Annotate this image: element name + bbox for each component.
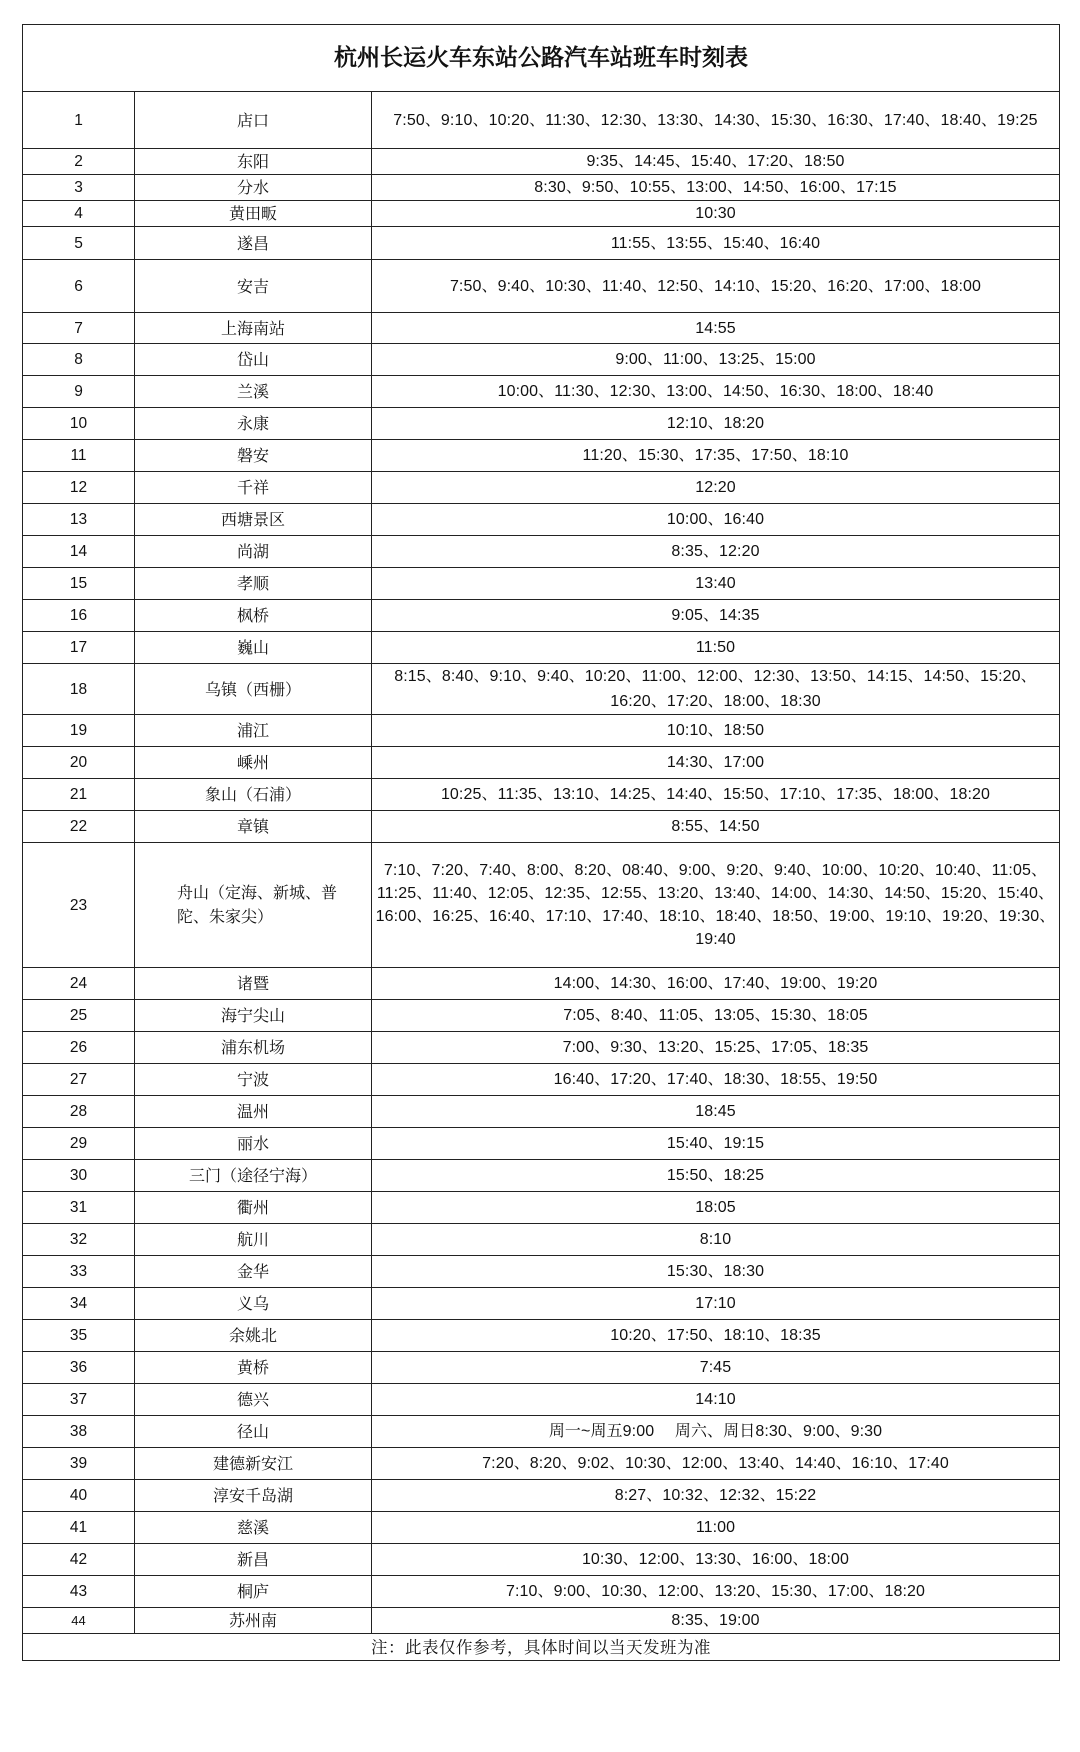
destination-cell: 建德新安江 <box>135 1448 372 1480</box>
departure-times-cell: 18:45 <box>372 1096 1060 1128</box>
row-number: 24 <box>23 968 135 1000</box>
table-row <box>23 175 1060 201</box>
row-number: 17 <box>23 632 135 664</box>
row-number: 12 <box>23 472 135 504</box>
row-number: 2 <box>23 149 135 175</box>
destination-cell: 丽水 <box>135 1128 372 1160</box>
table-row <box>23 747 1060 779</box>
table-row <box>23 1128 1060 1160</box>
row-number: 11 <box>23 440 135 472</box>
destination-cell: 浦东机场 <box>135 1032 372 1064</box>
destination-cell: 店口 <box>135 92 372 149</box>
destination-cell: 余姚北 <box>135 1320 372 1352</box>
departure-times-cell: 10:10、18:50 <box>372 715 1060 747</box>
destination-cell: 兰溪 <box>135 376 372 408</box>
departure-times-cell: 周一~周五9:00 周六、周日8:30、9:00、9:30 <box>372 1416 1060 1448</box>
footnote: 注：此表仅作参考，具体时间以当天发班为准 <box>23 1634 1060 1661</box>
table-row <box>23 1160 1060 1192</box>
table-row <box>23 472 1060 504</box>
row-number: 26 <box>23 1032 135 1064</box>
destination-cell: 浦江 <box>135 715 372 747</box>
destination-cell: 东阳 <box>135 149 372 175</box>
row-number: 19 <box>23 715 135 747</box>
departure-times-cell: 16:40、17:20、17:40、18:30、18:55、19:50 <box>372 1064 1060 1096</box>
departure-times-cell: 14:30、17:00 <box>372 747 1060 779</box>
departure-times-cell: 7:50、9:10、10:20、11:30、12:30、13:30、14:30、15:30、16:30、17:40、18:40、19:25 <box>372 92 1060 149</box>
destination-cell: 岱山 <box>135 344 372 376</box>
departure-times-cell: 7:10、7:20、7:40、8:00、8:20、08:40、9:00、9:20、9:40、10:00、10:20、10:40、11:05、11:25、11:40、12:05、12:35、12:55、13:20、13:40、14:00、14:30、14:50、15:20、15:40、16:00、16:25、16:40、17:10、17:40、18:10、18:40、18:50、19:00、19:10、19:20、19:30、19:40 <box>372 843 1060 968</box>
table-row <box>23 1480 1060 1512</box>
table-row <box>23 1064 1060 1096</box>
row-number: 3 <box>23 175 135 201</box>
timetable <box>22 24 1060 1661</box>
destination-cell: 乌镇（西栅） <box>135 664 372 715</box>
row-number: 44 <box>23 1608 135 1634</box>
row-number: 42 <box>23 1544 135 1576</box>
destination-cell: 尚湖 <box>135 536 372 568</box>
destination-cell: 金华 <box>135 1256 372 1288</box>
destination-cell: 径山 <box>135 1416 372 1448</box>
destination-cell <box>135 843 372 968</box>
table-row <box>23 1608 1060 1634</box>
table-row <box>23 344 1060 376</box>
row-number: 28 <box>23 1096 135 1128</box>
destination-cell: 象山（石浦） <box>135 779 372 811</box>
departure-times-cell: 11:20、15:30、17:35、17:50、18:10 <box>372 440 1060 472</box>
row-number: 39 <box>23 1448 135 1480</box>
destination-cell: 桐庐 <box>135 1576 372 1608</box>
destination-cell: 苏州南 <box>135 1608 372 1634</box>
destination-cell: 德兴 <box>135 1384 372 1416</box>
destination-cell: 海宁尖山 <box>135 1000 372 1032</box>
row-number: 33 <box>23 1256 135 1288</box>
destination-cell: 千祥 <box>135 472 372 504</box>
row-number: 29 <box>23 1128 135 1160</box>
page-title: 杭州长运火车东站公路汽车站班车时刻表 <box>23 25 1060 92</box>
table-row <box>23 1288 1060 1320</box>
departure-times-cell: 12:20 <box>372 472 1060 504</box>
row-number: 37 <box>23 1384 135 1416</box>
departure-times-cell: 8:55、14:50 <box>372 811 1060 843</box>
row-number: 18 <box>23 664 135 715</box>
table-row <box>23 201 1060 227</box>
departure-times-cell: 7:00、9:30、13:20、15:25、17:05、18:35 <box>372 1032 1060 1064</box>
departure-times-cell: 11:00 <box>372 1512 1060 1544</box>
departure-times-cell: 15:30、18:30 <box>372 1256 1060 1288</box>
departure-times-cell: 17:10 <box>372 1288 1060 1320</box>
departure-times-cell: 10:30、12:00、13:30、16:00、18:00 <box>372 1544 1060 1576</box>
departure-times-cell: 15:40、19:15 <box>372 1128 1060 1160</box>
row-number: 35 <box>23 1320 135 1352</box>
destination-cell: 航川 <box>135 1224 372 1256</box>
table-row <box>23 811 1060 843</box>
table-row <box>23 1352 1060 1384</box>
table-row <box>23 313 1060 344</box>
table-row <box>23 536 1060 568</box>
row-number: 34 <box>23 1288 135 1320</box>
destination-cell: 孝顺 <box>135 568 372 600</box>
destination-cell: 诸暨 <box>135 968 372 1000</box>
table-row <box>23 1096 1060 1128</box>
destination-cell: 淳安千岛湖 <box>135 1480 372 1512</box>
departure-times-cell: 7:50、9:40、10:30、11:40、12:50、14:10、15:20、16:20、17:00、18:00 <box>372 260 1060 313</box>
destination-cell: 章镇 <box>135 811 372 843</box>
table-row <box>23 1512 1060 1544</box>
table-row <box>23 1448 1060 1480</box>
row-number: 36 <box>23 1352 135 1384</box>
row-number: 32 <box>23 1224 135 1256</box>
row-number: 1 <box>23 92 135 149</box>
table-row <box>23 504 1060 536</box>
row-number: 7 <box>23 313 135 344</box>
row-number: 15 <box>23 568 135 600</box>
departure-times-cell: 9:35、14:45、15:40、17:20、18:50 <box>372 149 1060 175</box>
departure-times-cell: 9:05、14:35 <box>372 600 1060 632</box>
row-number: 13 <box>23 504 135 536</box>
table-row <box>23 227 1060 260</box>
destination-cell: 衢州 <box>135 1192 372 1224</box>
departure-times-cell: 7:20、8:20、9:02、10:30、12:00、13:40、14:40、16:10、17:40 <box>372 1448 1060 1480</box>
destination-cell: 安吉 <box>135 260 372 313</box>
destination-cell: 永康 <box>135 408 372 440</box>
destination-cell: 新昌 <box>135 1544 372 1576</box>
table-row <box>23 440 1060 472</box>
row-number: 31 <box>23 1192 135 1224</box>
table-row <box>23 1224 1060 1256</box>
row-number: 27 <box>23 1064 135 1096</box>
departure-times-cell: 15:50、18:25 <box>372 1160 1060 1192</box>
table-row <box>23 1000 1060 1032</box>
table-row <box>23 1576 1060 1608</box>
departure-times-cell: 8:30、9:50、10:55、13:00、14:50、16:00、17:15 <box>372 175 1060 201</box>
row-number: 6 <box>23 260 135 313</box>
departure-times-cell: 11:55、13:55、15:40、16:40 <box>372 227 1060 260</box>
table-row <box>23 600 1060 632</box>
table-row <box>23 1544 1060 1576</box>
departure-times-cell: 8:35、12:20 <box>372 536 1060 568</box>
table-row <box>23 408 1060 440</box>
table-row <box>23 376 1060 408</box>
departure-times-cell: 10:20、17:50、18:10、18:35 <box>372 1320 1060 1352</box>
table-row <box>23 779 1060 811</box>
table-row <box>23 568 1060 600</box>
destination-cell: 西塘景区 <box>135 504 372 536</box>
row-number: 5 <box>23 227 135 260</box>
table-row <box>23 664 1060 715</box>
destination-cell: 巍山 <box>135 632 372 664</box>
departure-times-cell: 10:00、11:30、12:30、13:00、14:50、16:30、18:00、18:40 <box>372 376 1060 408</box>
departure-times-cell: 12:10、18:20 <box>372 408 1060 440</box>
departure-times-cell: 14:10 <box>372 1384 1060 1416</box>
destination-cell: 宁波 <box>135 1064 372 1096</box>
row-number: 38 <box>23 1416 135 1448</box>
table-row <box>23 715 1060 747</box>
departure-times-cell: 14:00、14:30、16:00、17:40、19:00、19:20 <box>372 968 1060 1000</box>
departure-times-cell: 8:15、8:40、9:10、9:40、10:20、11:00、12:00、12:30、13:50、14:15、14:50、15:20、16:20、17:20、18:00、18:30 <box>372 664 1060 715</box>
departure-times-cell: 8:35、19:00 <box>372 1608 1060 1634</box>
row-number: 43 <box>23 1576 135 1608</box>
row-number: 4 <box>23 201 135 227</box>
destination-cell: 黄田畈 <box>135 201 372 227</box>
departure-times-cell: 10:00、16:40 <box>372 504 1060 536</box>
row-number: 40 <box>23 1480 135 1512</box>
row-number: 23 <box>23 843 135 968</box>
departure-times-cell: 7:05、8:40、11:05、13:05、15:30、18:05 <box>372 1000 1060 1032</box>
destination-cell: 上海南站 <box>135 313 372 344</box>
destination-text: 舟山（定海、新城、普陀、朱家尖） <box>177 883 338 926</box>
row-number: 14 <box>23 536 135 568</box>
row-number: 9 <box>23 376 135 408</box>
destination-cell: 嵊州 <box>135 747 372 779</box>
table-row <box>23 260 1060 313</box>
title-row <box>23 25 1060 92</box>
destination-cell: 温州 <box>135 1096 372 1128</box>
table-row <box>23 1416 1060 1448</box>
table-row <box>23 1256 1060 1288</box>
table-row <box>23 632 1060 664</box>
departure-times-cell: 9:00、11:00、13:25、15:00 <box>372 344 1060 376</box>
row-number: 16 <box>23 600 135 632</box>
note-row <box>23 1634 1060 1661</box>
row-number: 22 <box>23 811 135 843</box>
row-number: 8 <box>23 344 135 376</box>
table-row <box>23 1384 1060 1416</box>
table-row <box>23 843 1060 968</box>
destination-cell: 分水 <box>135 175 372 201</box>
table-row <box>23 968 1060 1000</box>
row-number: 21 <box>23 779 135 811</box>
row-number: 25 <box>23 1000 135 1032</box>
row-number: 20 <box>23 747 135 779</box>
destination-cell: 磐安 <box>135 440 372 472</box>
destination-cell: 三门（途径宁海） <box>135 1160 372 1192</box>
departure-times-cell: 11:50 <box>372 632 1060 664</box>
departure-times-cell: 10:25、11:35、13:10、14:25、14:40、15:50、17:10、17:35、18:00、18:20 <box>372 779 1060 811</box>
table-row <box>23 92 1060 149</box>
destination-cell: 枫桥 <box>135 600 372 632</box>
departure-times-cell: 8:10 <box>372 1224 1060 1256</box>
destination-cell: 遂昌 <box>135 227 372 260</box>
table-row <box>23 149 1060 175</box>
departure-times-cell: 7:45 <box>372 1352 1060 1384</box>
row-number: 30 <box>23 1160 135 1192</box>
table-row <box>23 1320 1060 1352</box>
departure-times-cell: 7:10、9:00、10:30、12:00、13:20、15:30、17:00、18:20 <box>372 1576 1060 1608</box>
departure-times-cell: 10:30 <box>372 201 1060 227</box>
timetable-sheet <box>22 24 1059 1661</box>
table-row <box>23 1192 1060 1224</box>
destination-cell: 义乌 <box>135 1288 372 1320</box>
departure-times-cell: 14:55 <box>372 313 1060 344</box>
row-number: 10 <box>23 408 135 440</box>
row-number: 41 <box>23 1512 135 1544</box>
table-row <box>23 1032 1060 1064</box>
destination-cell: 慈溪 <box>135 1512 372 1544</box>
departure-times-cell: 13:40 <box>372 568 1060 600</box>
departure-times-cell: 18:05 <box>372 1192 1060 1224</box>
destination-cell: 黄桥 <box>135 1352 372 1384</box>
departure-times-cell: 8:27、10:32、12:32、15:22 <box>372 1480 1060 1512</box>
